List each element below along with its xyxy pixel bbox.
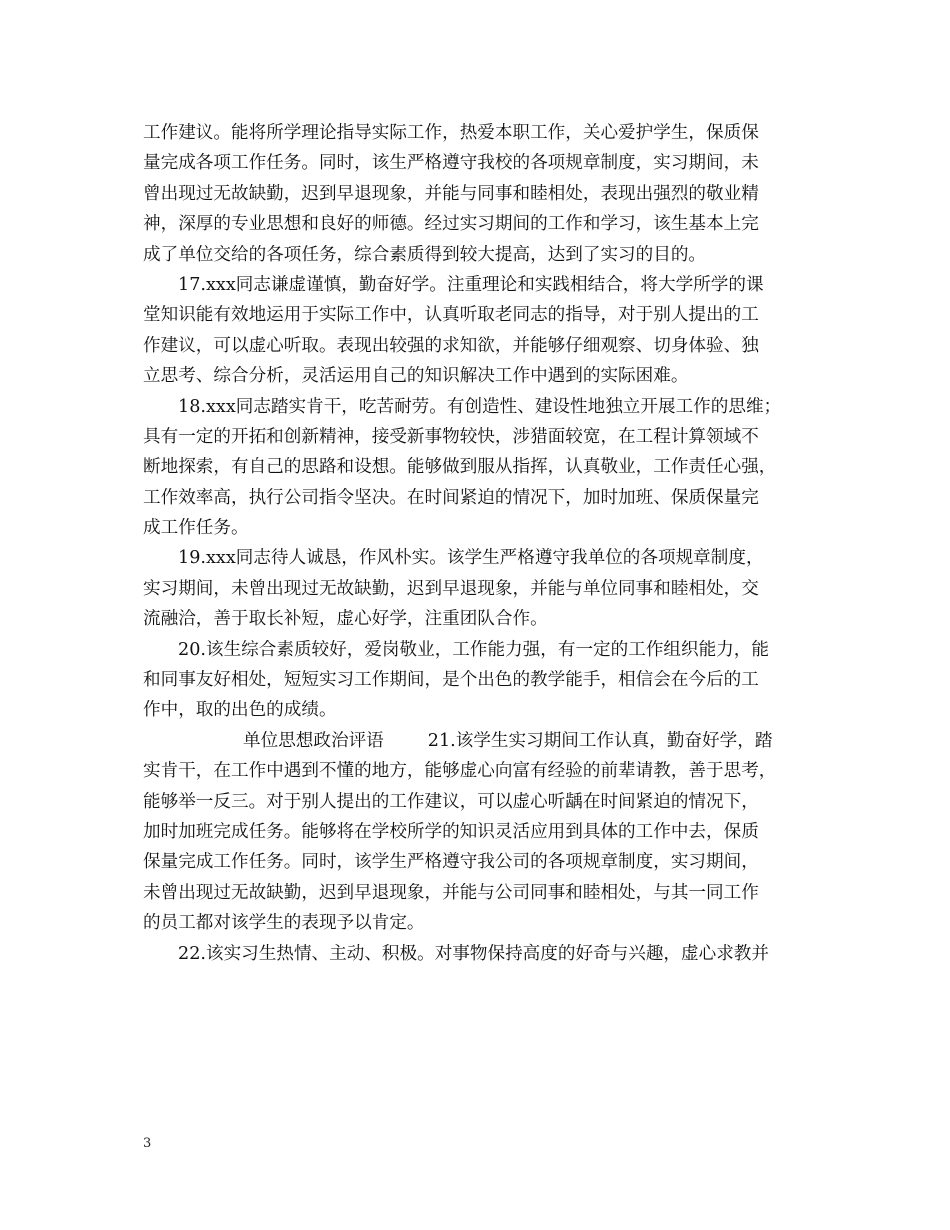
heading-spacer [384, 726, 428, 756]
line-text: 能够举一反三。对于别人提出的工作建议，可以虚心听龋在时间紧迫的情况下， [143, 791, 759, 812]
paragraph-start-line [143, 543, 823, 573]
text-line [143, 300, 823, 330]
text-line [143, 847, 823, 877]
page-number: 3 [143, 1136, 152, 1151]
text-line [143, 817, 823, 847]
text-line [143, 361, 823, 391]
paragraph-start-line [143, 270, 823, 300]
line-text: 工作效率高，执行公司指令坚决。在时间紧迫的情况下，加时加班、保质保量完 [143, 487, 759, 508]
line-text: 保量完成工作任务。同时，该学生严格遵守我公司的各项规章制度，实习期间， [143, 852, 759, 873]
text-line [143, 240, 823, 270]
text-line [143, 787, 823, 817]
text-line [143, 756, 823, 786]
text-line [143, 908, 823, 938]
line-text: 堂知识能有效地运用于实际工作中，认真听取老同志的指导，对于别人提出的工 [143, 305, 759, 326]
line-text: 的员工都对该学生的表现予以肯定。 [143, 913, 425, 934]
line-text: 神，深厚的专业思想和良好的师德。经过实习期间的工作和学习，该生基本上完 [143, 214, 759, 235]
paragraph-start-line [143, 939, 823, 969]
line-text: 17.xxx同志谦虚谨慎，勤奋好学。注重理论和实践相结合，将大学所学的课 [178, 274, 764, 295]
line-text: 实习期间，未曾出现过无故缺勤，迟到早退现象，并能与单位同事和睦相处，交 [143, 578, 759, 599]
heading-line [143, 726, 823, 756]
line-text: 具有一定的开拓和创新精神，接受新事物较快，涉猎面较宽，在工程计算领域不 [143, 426, 759, 447]
line-text: 加时加班完成任务。能够将在学校所学的知识灵活应用到具体的工作中去，保质 [143, 821, 759, 842]
line-text: 立思考、综合分析，灵活运用自己的知识解决工作中遇到的实际困难。 [143, 366, 689, 387]
line-text: 作中，取的出色的成绩。 [143, 700, 337, 721]
line-text: 和同事友好相处，短短实习工作期间，是个出色的教学能手，相信会在今后的工 [143, 670, 759, 691]
line-text: 20.该生综合素质较好，爱岗敬业，工作能力强，有一定的工作组织能力，能 [178, 639, 769, 660]
text-line [143, 604, 823, 634]
text-line [143, 148, 823, 178]
line-text: 18.xxx同志踏实肯干，吃苦耐劳。有创造性、建设性地独立开展工作的思维； [178, 396, 782, 417]
line-text: 量完成各项工作任务。同时，该生严格遵守我校的各项规章制度，实习期间，未 [143, 153, 759, 174]
line-text: 工作建议。能将所学理论指导实际工作，热爱本职工作，关心爱护学生，保质保 [143, 123, 759, 143]
text-line [143, 179, 823, 209]
section-heading: 单位思想政治评语 [243, 730, 384, 751]
line-text: 成了单位交给的各项任务，综合素质得到较大提高，达到了实习的目的。 [143, 244, 707, 265]
text-line [143, 665, 823, 695]
line-text: 曾出现过无故缺勤，迟到早退现象，并能与同事和睦相处，表现出强烈的敬业精 [143, 183, 759, 204]
line-text: 未曾出现过无故缺勤，迟到早退现象，并能与公司同事和睦相处，与其一同工作 [143, 882, 759, 903]
text-line [143, 118, 823, 148]
line-text: 成工作任务。 [143, 518, 249, 539]
text-line [143, 878, 823, 908]
line-text: 19.xxx同志待人诚恳，作风朴实。该学生严格遵守我单位的各项规章制度， [178, 548, 764, 569]
text-line [143, 331, 823, 361]
line-text: 22.该实习生热情、主动、积极。对事物保持高度的好奇与兴趣，虚心求教并 [178, 943, 769, 964]
paragraph-start-line [143, 392, 823, 422]
line-text: 实肯干，在工作中遇到不懂的地方，能够虚心向富有经验的前辈请教，善于思考， [143, 761, 777, 782]
text-line [143, 513, 823, 543]
text-line [143, 452, 823, 482]
document-body [143, 118, 823, 969]
text-line [143, 209, 823, 239]
line-text: 断地探索，有自己的思路和设想。能够做到服从指挥，认真敬业，工作责任心强， [143, 457, 777, 478]
line-text: 21.该学生实习期间工作认真，勤奋好学，踏 [427, 730, 773, 751]
text-line [143, 483, 823, 513]
text-line [143, 695, 823, 725]
text-line [143, 422, 823, 452]
line-text: 作建议，可以虚心听取。表现出较强的求知欲，并能够仔细观察、切身体验、独 [143, 335, 759, 356]
line-text: 流融洽，善于取长补短，虚心好学，注重团队合作。 [143, 609, 548, 630]
text-line [143, 574, 823, 604]
paragraph-start-line [143, 635, 823, 665]
